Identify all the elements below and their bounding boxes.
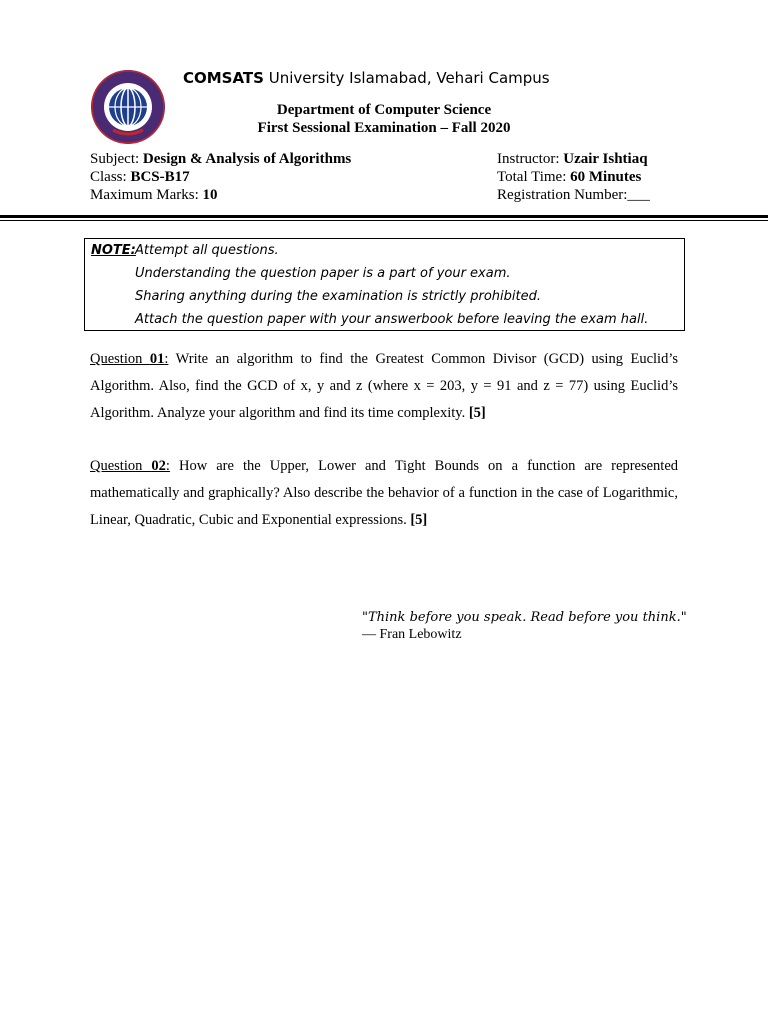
question-number: 02 (151, 458, 166, 474)
exam-info (497, 150, 650, 204)
note-line: Understanding the question paper is a part of your exam. (135, 266, 511, 281)
note-box (84, 238, 685, 331)
registration-row: Registration Number:___ (497, 187, 650, 203)
question-label: Question (90, 458, 152, 474)
subject-row: Subject: Design & Analysis of Algorithms (90, 151, 352, 167)
question-text: How are the Upper, Lower and Tight Bounds on a function are represented mathematically and graphically? Also describe the behavior of a function in the case of Logarithmic, Linear, Quadratic, Cubic and Exponential expressions. (90, 458, 679, 528)
marks-row: Maximum Marks: 10 (90, 187, 218, 203)
header-rule-thick (0, 215, 768, 218)
question-marks: [5] (410, 512, 428, 528)
time-row: Total Time: 60 Minutes (497, 169, 642, 185)
note-line: Attach the question paper with your answerbook before leaving the exam hall. (135, 312, 649, 327)
exam-title: First Sessional Examination – Fall 2020 (257, 120, 511, 136)
question-text: Write an algorithm to find the Greatest Common Divisor (GCD) using Euclid’s Algorithm. Also, find the GCD of x, y and z (where x = 203, y = 91 and z = 77) using Euclid’s Algorithm. Analyze your algorithm and find its time complexity. (90, 351, 678, 421)
department-title: Department of Computer Science (276, 102, 492, 118)
question-02: Question 02: How are the Upper, Lower and Tight Bounds on a function are represented mathematically and graphically? Also describe the behavior of a function in the case of Logarithmic, Linear, Quadratic, Cubic and Exponential expressions. [5] (90, 458, 679, 528)
header-rule-thin (0, 220, 768, 221)
note-label: NOTE: (91, 243, 136, 258)
question-number: 01 (149, 351, 165, 367)
class-row: Class: BCS-B17 (90, 169, 190, 185)
quote-text: "Think before you speak. Read before you think." (362, 610, 687, 625)
quote-author: — Fran Lebowitz (362, 627, 462, 642)
note-line: Sharing anything during the examination is strictly prohibited. (135, 289, 541, 304)
quote-block (362, 610, 687, 643)
instructor-row: Instructor: Uzair Ishtiaq (497, 151, 648, 167)
question-label: Question (90, 351, 150, 367)
course-info (90, 150, 351, 204)
university-title: COMSATS University Islamabad, Vehari Campus (183, 69, 550, 87)
question-marks: [5] (468, 405, 486, 421)
note-line: Attempt all questions. (135, 243, 279, 258)
question-01: Question 01: Write an algorithm to find the Greatest Common Divisor (GCD) using Euclid’s Algorithm. Also, find the GCD of x, y and z (where x = 203, y = 91 and z = 77) using Euclid’s Algorithm. Analyze your algorithm and find its time complexity. [5] (90, 351, 678, 421)
